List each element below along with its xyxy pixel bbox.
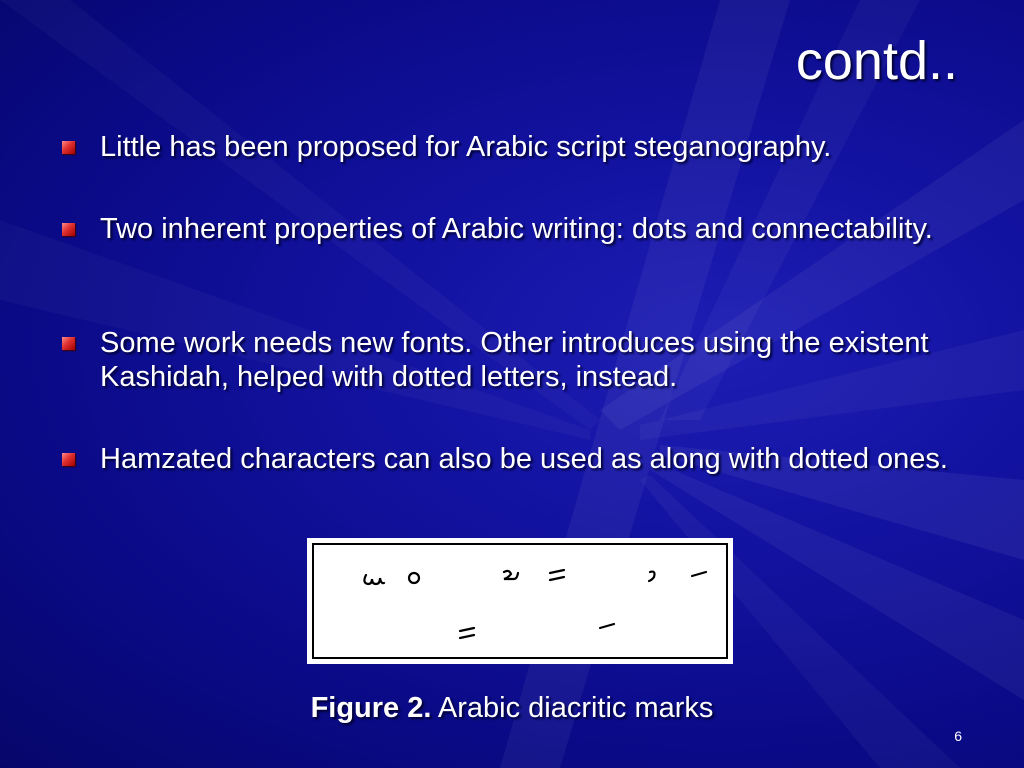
bullet-square-icon (62, 223, 75, 236)
figure-caption (0, 692, 1024, 725)
bullet-square-icon (62, 141, 75, 154)
diacritic-marks-illustration (312, 543, 728, 659)
bullet-item (62, 326, 982, 394)
bullet-text: Two inherent properties of Arabic writing: dots and connectability. (100, 213, 933, 245)
page-number: 6 (954, 728, 962, 744)
figure-caption-label: Figure 2. (310, 692, 432, 724)
bullet-text: Some work needs new fonts. Other introduces using the existent Kashidah, helped with dotted letters, instead. (100, 327, 929, 393)
slide-title: contd.. (795, 31, 958, 91)
bullet-item (62, 130, 831, 164)
bullet-item (62, 442, 948, 476)
arabic-diacritics-drawing (314, 545, 728, 659)
bullet-square-icon (62, 453, 75, 466)
bullet-square-icon (62, 337, 75, 350)
bullet-item (62, 212, 933, 246)
figure-caption-text: Arabic diacritic marks (431, 692, 714, 724)
figure-image (307, 538, 733, 664)
bullet-text: Hamzated characters can also be used as along with dotted ones. (100, 443, 948, 475)
bullet-text: Little has been proposed for Arabic script steganography. (100, 131, 832, 163)
